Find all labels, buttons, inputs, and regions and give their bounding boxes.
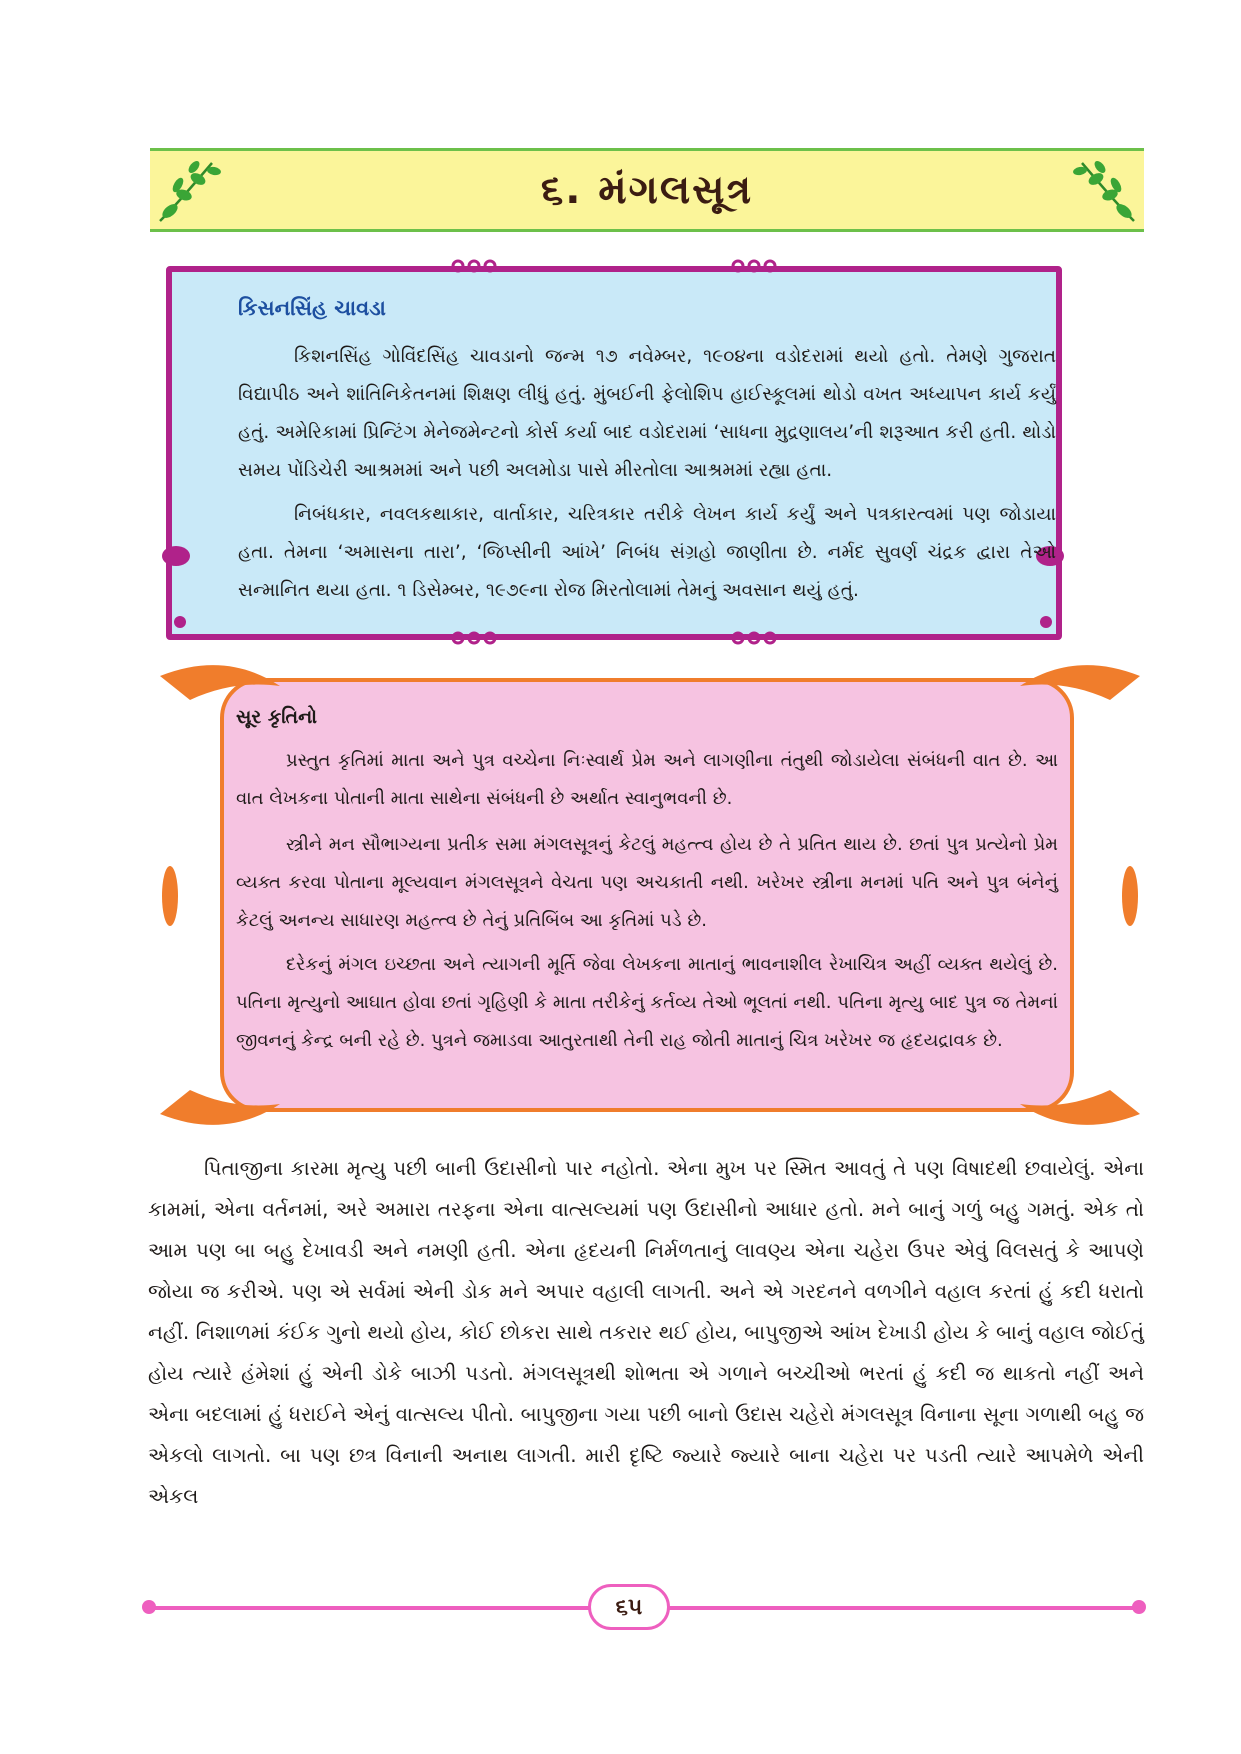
author-bio-paragraph: કિશનસિંહ ગોવિંદસિંહ ચાવડાનો જન્મ ૧૭ નવેમ્બર, ૧૯૦૪ના વડોદરામાં થયો હતો. તેમણે ગુજરાત વિદ્યાપીઠ અને શાંતિનિકેતનમાં શિક્ષણ લીધું હતું. મુંબઈની ફેલોશિપ હાઈસ્કૂલમાં થોડો વખત અધ્યાપન કાર્ય કર્યું હતું. અમેરિકામાં પ્રિન્ટિંગ મેનેજમેન્ટનો કોર્સ કર્યા બાદ વડોદરામાં ‘સાધના મુદ્રણાલય’ની શરૂઆત કરી હતી. થોડો સમય પોંડિચેરી આશ્રમમાં અને પછી અલમોડા પાસે મીરતોલા આશ્રમમાં રહ્યા હતા. xyxy=(238,346,1056,481)
summary-heading: સૂર કૃતિનો xyxy=(236,706,318,728)
story-paragraph: પિતાજીના કારમા મૃત્યુ પછી બાની ઉદાસીનો પાર નહોતો. એના મુખ પર સ્મિત આવતું તે પણ વિષાદથી છવાયેલું. એના કામમાં, એના વર્તનમાં, અરે અમારા તરફના એના વાત્સલ્યમાં પણ ઉદાસીનો આધાર હતો. મને બાનું ગળું બહુ ગમતું. એક તો આમ પણ બા બહુ દેખાવડી અને નમણી હતી. એના હૃદયની નિર્મળતાનું લાવણ્ય એના ચહેરા ઉપર એવું વિલસતું કે આપણે જોયા જ કરીએ. પણ એ સર્વમાં એની ડોક મને અપાર વહાલી લાગતી. અને એ ગરદનને વળગીને વહાલ કરતાં હું કદી ધરાતો નહીં. નિશાળમાં કંઈક ગુનો થયો હોય, કોઈ છોકરા સાથે તકરાર થઈ હોય, બાપુજીએ આંખ દેખાડી હોય કે બાનું વહાલ જોઈતું હોય ત્યારે હંમેશાં હું એની ડોકે બાઝી પડતો. મંગલસૂત્રથી શોભતા એ ગળાને બચ્ચીઓ ભરતાં હું કદી જ થાકતો નહીં અને એના બદલામાં હું ધરાઈને એનું વાત્સલ્ય પીતો. બાપુજીના ગયા પછી બાનો ઉદાસ ચહેરો મંગલસૂત્ર વિનાના સૂના ગળાથી બહુ જ એકલો લાગતો. બા પણ છત્ર વિનાની અનાથ લાગતી. મારી દૃષ્ટિ જ્યારે જ્યારે બાના ચહેરા પર પડતી ત્યારે આપમેળે એની એકલ xyxy=(148,1156,1144,1508)
leaf-ornament-icon xyxy=(154,155,234,227)
leaf-ornament-icon xyxy=(1060,155,1140,227)
page-title: ૬. મંગલસૂત્ર xyxy=(540,167,754,213)
chapter-title-banner xyxy=(150,148,1144,232)
page-number: ૬૫ xyxy=(588,1584,670,1630)
summary-paragraph: પ્રસ્તુત કૃતિમાં માતા અને પુત્ર વચ્ચેના નિઃસ્વાર્થ પ્રેમ અને લાગણીના તંતુથી જોડાયેલા સંબંધની વાત છે. આ વાત લેખકના પોતાની માતા સાથેના સંબંધની છે અર્થાત સ્વાનુભવની છે. xyxy=(236,750,1058,809)
footer-dot-icon xyxy=(1130,1598,1148,1616)
footer-dot-icon xyxy=(140,1598,158,1616)
author-bio-paragraph: નિબંધકાર, નવલકથાકાર, વાર્તાકાર, ચરિત્રકાર તરીકે લેખન કાર્ય કર્યું અને પત્રકારત્વમાં પણ જોડાયા હતા. તેમના ‘અમાસના તારા’, ‘જિપ્સીની આંખે’ નિબંધ સંગ્રહો જાણીતા છે. નર્મદ સુવર્ણ ચંદ્રક દ્વારા તેઓ સન્માનિત થયા હતા. ૧ ડિસેમ્બર, ૧૯૭૯ના રોજ મિરતોલામાં તેમનું અવસાન થયું હતું. xyxy=(238,504,1056,601)
summary-paragraph: સ્ત્રીને મન સૌભાગ્યના પ્રતીક સમા મંગલસૂત્રનું કેટલું મહત્ત્વ હોય છે તે પ્રતિત થાય છે. છતાં પુત્ર પ્રત્યેનો પ્રેમ વ્યક્ત કરવા પોતાના મૂલ્યવાન મંગલસૂત્રને વેચતા પણ અચકાતી નથી. ખરેખર સ્ત્રીના મનમાં પતિ અને પુત્ર બંનેનું કેટલું અનન્ય સાધારણ મહત્ત્વ છે તેનું પ્રતિબિંબ આ કૃતિમાં પડે છે. xyxy=(236,834,1058,931)
author-name: કિસનસિંહ ચાવડા xyxy=(238,296,386,320)
summary-paragraph: દરેકનું મંગલ ઇચ્છતા અને ત્યાગની મૂર્તિ જેવા લેખકના માતાનું ભાવનાશીલ રેખાચિત્ર અહીં વ્યક્ત થયેલું છે. પતિના મૃત્યુનો આઘાત હોવા છતાં ગૃહિણી કે માતા તરીકેનું કર્તવ્ય તેઓ ભૂલતાં નથી. પતિના મૃત્યુ બાદ પુત્ર જ તેમનાં જીવનનું કેન્દ્ર બની રહે છે. પુત્રને જમાડવા આતુરતાથી તેની રાહ જોતી માતાનું ચિત્ર ખરેખર જ હૃદયદ્રાવક છે. xyxy=(236,954,1058,1051)
